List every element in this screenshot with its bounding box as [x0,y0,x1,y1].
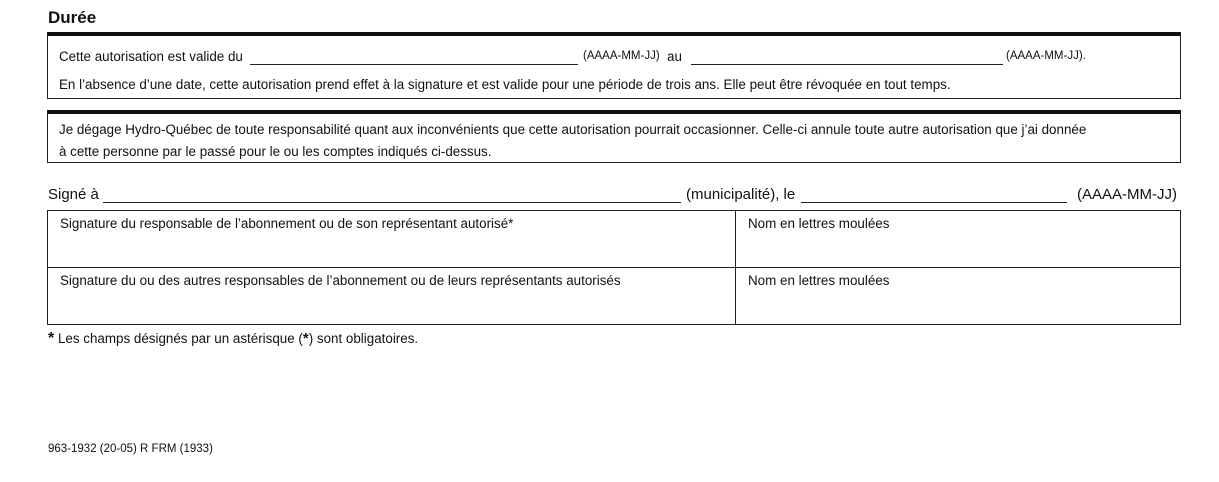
table-row [48,211,1181,268]
valid-from-format: (AAAA-MM-JJ) [583,50,660,62]
footnote-text-before: Les champs désignés par un astérisque ( [57,331,303,346]
valid-to-label: au [667,49,682,64]
primary-name-label: Nom en lettres moulées [748,216,890,231]
release-line-1: Je dégage Hydro-Québec de toute responsabilité quant aux inconvénients que cette autorisation pourrait occasionner. Celle-ci annule toute autre autorisation que j’ai donnée [59,122,1087,137]
validity-note: En l’absence d’une date, cette autorisation prend effet à la signature et est valide pour une période de trois ans. Elle peut être révoquée en tout temps. [59,77,951,92]
valid-to-field[interactable] [691,50,1003,65]
signed-place-field[interactable] [103,187,681,203]
release-line-2: à cette personne par le passé pour le ou les comptes indiqués ci-dessus. [59,144,492,159]
primary-name-cell[interactable] [736,211,1181,268]
valid-from-field[interactable] [250,50,578,65]
signature-table [47,210,1181,325]
table-row [48,268,1181,325]
other-signature-cell[interactable] [48,268,736,325]
other-name-label: Nom en lettres moulées [748,273,890,288]
footnote-asterisk-inline: * [302,330,309,347]
form-code: 963-1932 (20-05) R FRM (1933) [48,443,213,455]
section-title: Durée [48,8,97,27]
valid-to-format: (AAAA-MM-JJ). [1006,50,1086,62]
other-name-cell[interactable] [736,268,1181,325]
signed-prefix: Signé à [48,186,99,203]
signed-date-format: (AAAA-MM-JJ) [1077,186,1177,203]
other-signature-label: Signature du ou des autres responsables de l’abonnement ou de leurs représentants autorisés [60,273,621,288]
footnote-asterisk: * [48,330,55,347]
primary-signature-label: Signature du responsable de l’abonnement ou de son représentant autorisé* [60,216,514,231]
footnote-text-after: ) sont obligatoires. [308,331,419,346]
validity-prefix: Cette autorisation est valide du [59,49,243,64]
signed-date-field[interactable] [801,187,1067,203]
footnote [48,330,418,348]
municipality-label: (municipalité), le [686,186,796,203]
primary-signature-cell[interactable] [48,211,736,268]
